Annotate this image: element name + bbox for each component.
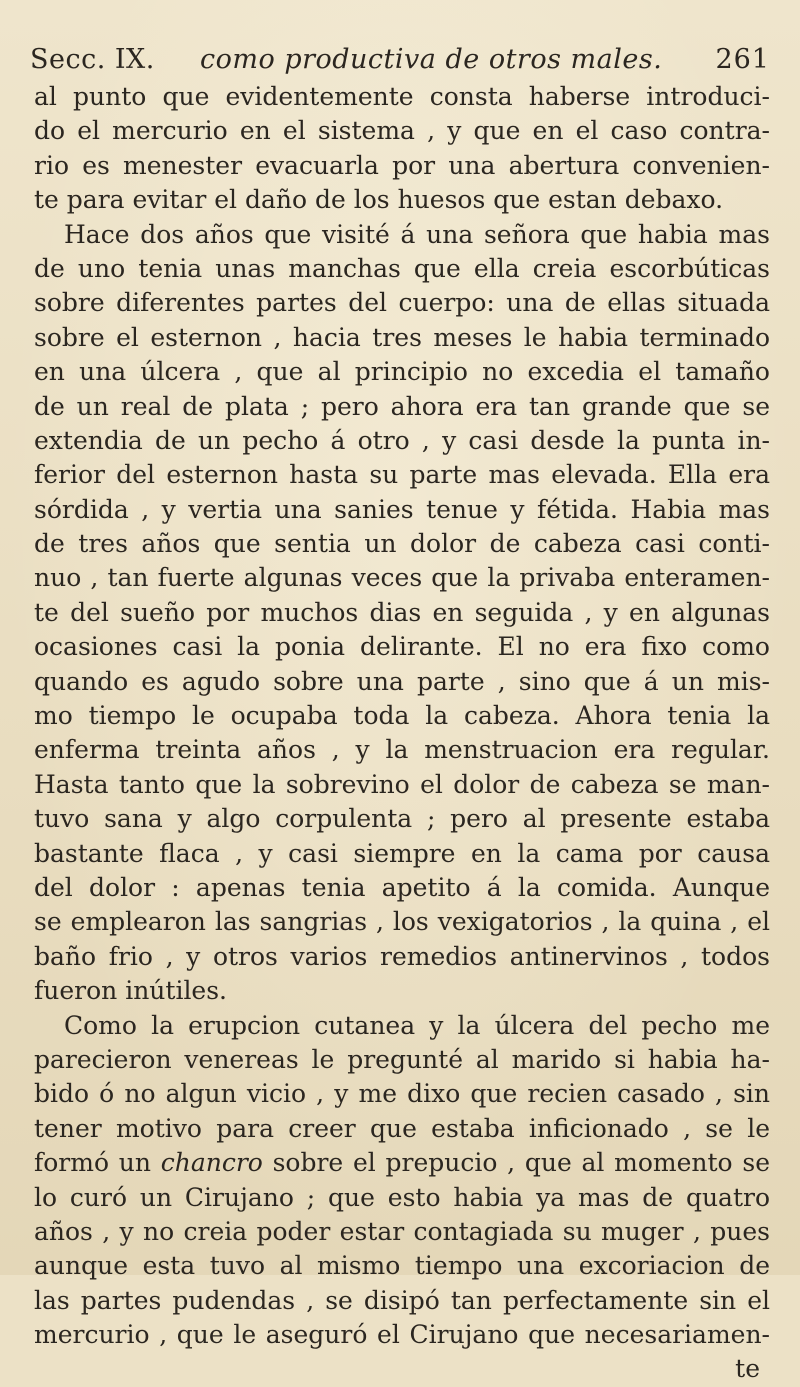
text-line: se emplearon las sangrias , los vexigatorios , la quina , el <box>34 907 770 937</box>
text-line: mercurio , que le aseguró el Cirujano que necesariamen- <box>34 1320 770 1350</box>
body-text <box>34 80 770 1387</box>
text-line: fueron inútiles. <box>34 976 228 1006</box>
text-line: bastante flaca , y casi siempre en la cama por causa <box>34 838 770 868</box>
italic-term: chancro <box>160 1148 263 1178</box>
text-line: ocasiones casi la ponia delirante. El no era fixo como <box>34 632 770 662</box>
text-line: ferior del esternon hasta su parte mas elevada. Ella era <box>34 460 770 490</box>
paragraph-start-line: Hace dos años que visité á una señora que habia mas <box>64 219 770 249</box>
text-line: tuvo sana y algo corpulenta ; pero al presente estaba <box>34 804 770 834</box>
text-line: Hasta tanto que la sobrevino el dolor de cabeza se man- <box>34 769 770 799</box>
text-fragment: sobre el prepucio , que al momento se <box>272 1148 770 1178</box>
text-line: rio es menester evacuarla por una abertura convenien- <box>34 150 770 180</box>
text-line: quando es agudo sobre una parte , sino que á un mis- <box>34 666 770 696</box>
text-line: años , y no creia poder estar contagiada su muger , pues <box>34 1216 770 1246</box>
text-line: mo tiempo le ocupaba toda la cabeza. Ahora tenia la <box>34 701 770 731</box>
text-line: te del sueño por muchos dias en seguida , y en algunas <box>34 597 770 627</box>
text-line: al punto que evidentemente consta haberse introduci- <box>34 82 770 111</box>
text-line: de un real de plata ; pero ahora era tan grande que se <box>34 391 770 421</box>
text-line: tener motivo para creer que estaba inficionado , se le <box>34 1113 770 1143</box>
text-line: las partes pudendas , se disipó tan perfectamente sin el <box>34 1285 770 1315</box>
text-line: sobre diferentes partes del cuerpo: una de ellas situada <box>34 288 770 318</box>
catchword: te <box>735 1354 760 1384</box>
text-line-with-italic <box>34 1146 770 1180</box>
page-number: 261 <box>715 44 770 75</box>
text-line: de tres años que sentia un dolor de cabeza casi conti- <box>34 529 770 559</box>
text-line: de uno tenia unas manchas que ella creia escorbúticas <box>34 253 770 283</box>
text-line: sobre el esternon , hacia tres meses le habia terminado <box>34 322 770 352</box>
paragraph-start-line: Como la erupcion cutanea y la úlcera del pecho me <box>64 1010 770 1040</box>
text-line: lo curó un Cirujano ; que esto habia ya mas de quatro <box>34 1182 770 1212</box>
section-label: Secc. IX. <box>30 44 155 75</box>
text-line: extendia de un pecho á otro , y casi desde la punta in- <box>34 425 770 455</box>
text-line: en una úlcera , que al principio no excedia el tamaño <box>34 357 770 387</box>
text-line: bido ó no algun vicio , y me dixo que recien casado , sin <box>34 1079 770 1109</box>
text-line: enferma treinta años , y la menstruacion era regular. <box>34 735 770 765</box>
running-header <box>30 40 770 80</box>
text-line: parecieron venereas le pregunté al marido si habia ha- <box>34 1044 770 1074</box>
text-line: del dolor : apenas tenia apetito á la comida. Aunque <box>34 872 770 902</box>
text-fragment: formó un <box>34 1148 151 1178</box>
text-line: baño frio , y otros varios remedios antinervinos , todos <box>34 941 770 971</box>
text-line: nuo , tan fuerte algunas veces que la privaba enteramen- <box>34 563 770 593</box>
text-line: te para evitar el daño de los huesos que estan debaxo. <box>34 185 724 215</box>
text-line: do el mercurio en el sistema , y que en el caso contra- <box>34 116 770 146</box>
text-line: sórdida , y vertia una sanies tenue y fétida. Habia mas <box>34 494 770 524</box>
text-line: aunque esta tuvo al mismo tiempo una excoriacion de <box>34 1251 770 1281</box>
running-title: como productiva de otros males. <box>200 44 663 75</box>
